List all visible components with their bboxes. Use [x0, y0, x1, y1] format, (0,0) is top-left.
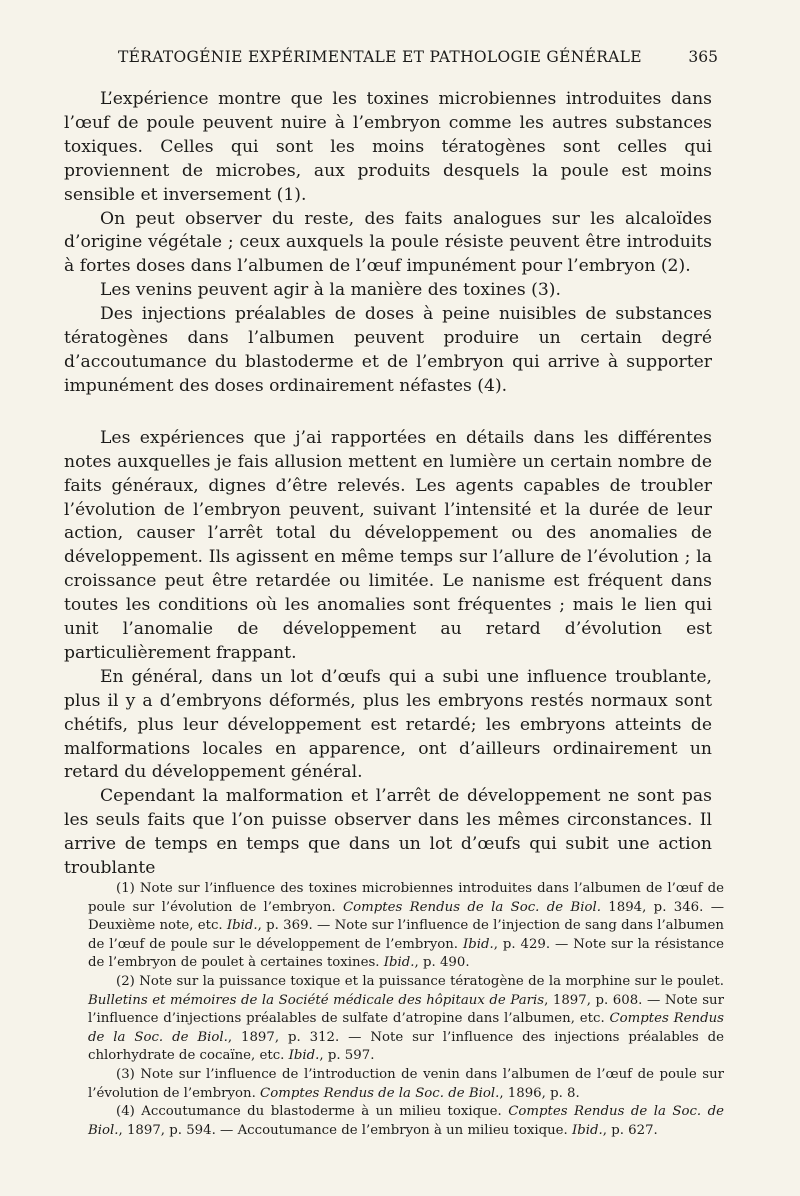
footnote-text: 1894, p. 346. — Deuxième note, etc. — [88, 899, 724, 934]
footnotes — [88, 880, 724, 1140]
footnote-source: Bulletins et mémoires de la Société médicale des hôpitaux de Paris — [88, 992, 545, 1008]
footnote-ibid: Ibid. — [383, 955, 415, 971]
footnote-1 — [88, 880, 724, 973]
footnote-text: , 1897, p. 594. — Accoutumance de l’embryon à un milieu toxique. — [118, 1122, 572, 1138]
footnote-text: , p. 627. — [602, 1122, 658, 1138]
paragraph-3: Les venins peuvent agir à la manière des toxines (3). — [100, 280, 561, 301]
footnote-2 — [88, 973, 724, 1066]
footnote-source: Comptes Rendus de la Soc. de Biol. — [88, 1011, 724, 1045]
footnote-text: (3) Note sur l’influence de l’introduction de venin dans l’albumen de l’œuf de poule sur l’évolution de l’embryon. — [88, 1066, 724, 1101]
footnote-text: , p. 369. — Note sur l’influence de l’injection de sang dans l’albumen de l’œuf de poule sur le développement de l’embryon. — [88, 918, 724, 952]
paragraph-6: En général, dans un lot d’œufs qui a subi une influence troublante, plus il y a d’embryons déformés, plus les embryons restés normaux sont chétifs, plus leur développement est retardé; les embryons atteints de malformations locales en apparence, ont d’ailleurs ordinairement un retard du développement général. — [64, 666, 712, 783]
page-number: 365 — [688, 48, 718, 66]
page-header — [118, 48, 718, 78]
footnote-source: Comptes Rendus de la Soc. de Biol. — [343, 899, 601, 915]
paragraph-7: Cependant la malformation et l’arrêt de développement ne sont pas les seuls faits que l’on puisse observer dans les mêmes circonstances. Il arrive de temps en temps que dans un lot d’œufs qui subit une action troublante — [64, 786, 712, 879]
footnote-text: , 1896, p. 8. — [499, 1085, 580, 1101]
footnote-text: , p. 490. — [414, 955, 470, 971]
footnote-ibid: Ibid. — [571, 1122, 603, 1138]
footnote-4 — [88, 1103, 724, 1140]
footnote-text: , p. 429. — Note sur la résistance de l’embryon de poulet à certaines toxines. — [88, 936, 724, 971]
footnote-source: Comptes Rendus de la Soc. de Biol. — [260, 1085, 500, 1101]
footnote-text: , 1897, p. 608. — Note sur l’influence d’injections préalables de sulfate d’atropine dans l’albumen, etc. — [88, 992, 724, 1027]
footnote-ibid: Ibid. — [462, 936, 494, 952]
paragraph-5: Les expériences que j’ai rapportées en détails dans les différentes notes auxquelles je fais allusion mettent en lumière un certain nombre de faits généraux, dignes d’être relevés. Les agents capables de troubler l’évolution de l’embryon peuvent, suivant l’intensité et la durée de leur action, causer l’arrêt total du développement ou des anomalies de développement. Ils agissent en même temps sur l’allure de l’évolution ; la croissance peut être retardée ou limitée. Le nanisme est fréquent dans toutes les conditions où les anomalies sont fréquentes ; mais le lien qui unit l’anomalie de développement au retard d’évolution est particulièrement frappant. — [64, 427, 712, 663]
footnote-text: (4) Accoutumance du blastoderme à un milieu toxique. — [116, 1104, 509, 1120]
footnote-text: (2) Note sur la puissance toxique et la puissance tératogène de la morphine sur le poulet. — [116, 973, 724, 989]
paragraph-1: L’expérience montre que les toxines microbiennes introduites dans l’œuf de poule peuvent nuire à l’embryon comme les autres substances toxiques. Celles qui sont les moins tératogènes sont celles qui proviennent de microbes, aux produits desquels la poule est moins sensible et inversement (1). — [64, 89, 712, 205]
main-text — [64, 88, 712, 881]
footnote-text: , p. 597. — [319, 1048, 375, 1064]
footnote-text: , 1897, p. 312. — Note sur l’influence des injections préalables de chlorhydrate de cocaïne, etc. — [88, 1029, 724, 1064]
footnote-text: (1) Note sur l’influence des toxines microbiennes introduites dans l’albumen de l’œuf de poule sur l’évolution de l’embryon. — [88, 881, 724, 915]
paragraph-4: Des injections préalables de doses à peine nuisibles de substances tératogènes dans l’albumen peuvent produire un certain degré d’accoutumance du blastoderme et de l’embryon qui arrive à supporter impunément des doses ordinairement néfastes (4). — [64, 304, 712, 396]
footnote-ibid: Ibid. — [288, 1048, 320, 1064]
footnote-3 — [88, 1066, 724, 1103]
running-title: TÉRATOGÉNIE EXPÉRIMENTALE ET PATHOLOGIE GÉNÉRALE — [118, 48, 642, 66]
paragraph-2: On peut observer du reste, des faits analogues sur les alcaloïdes d’origine végétale ; ceux auxquels la poule résiste peuvent être introduits à fortes doses dans l’albumen de l’œuf impunément pour l’embryon (2). — [64, 208, 712, 277]
footnote-ibid: Ibid. — [226, 918, 258, 934]
footnote-source: Comptes Rendus de la Soc. de Biol. — [88, 1104, 724, 1138]
